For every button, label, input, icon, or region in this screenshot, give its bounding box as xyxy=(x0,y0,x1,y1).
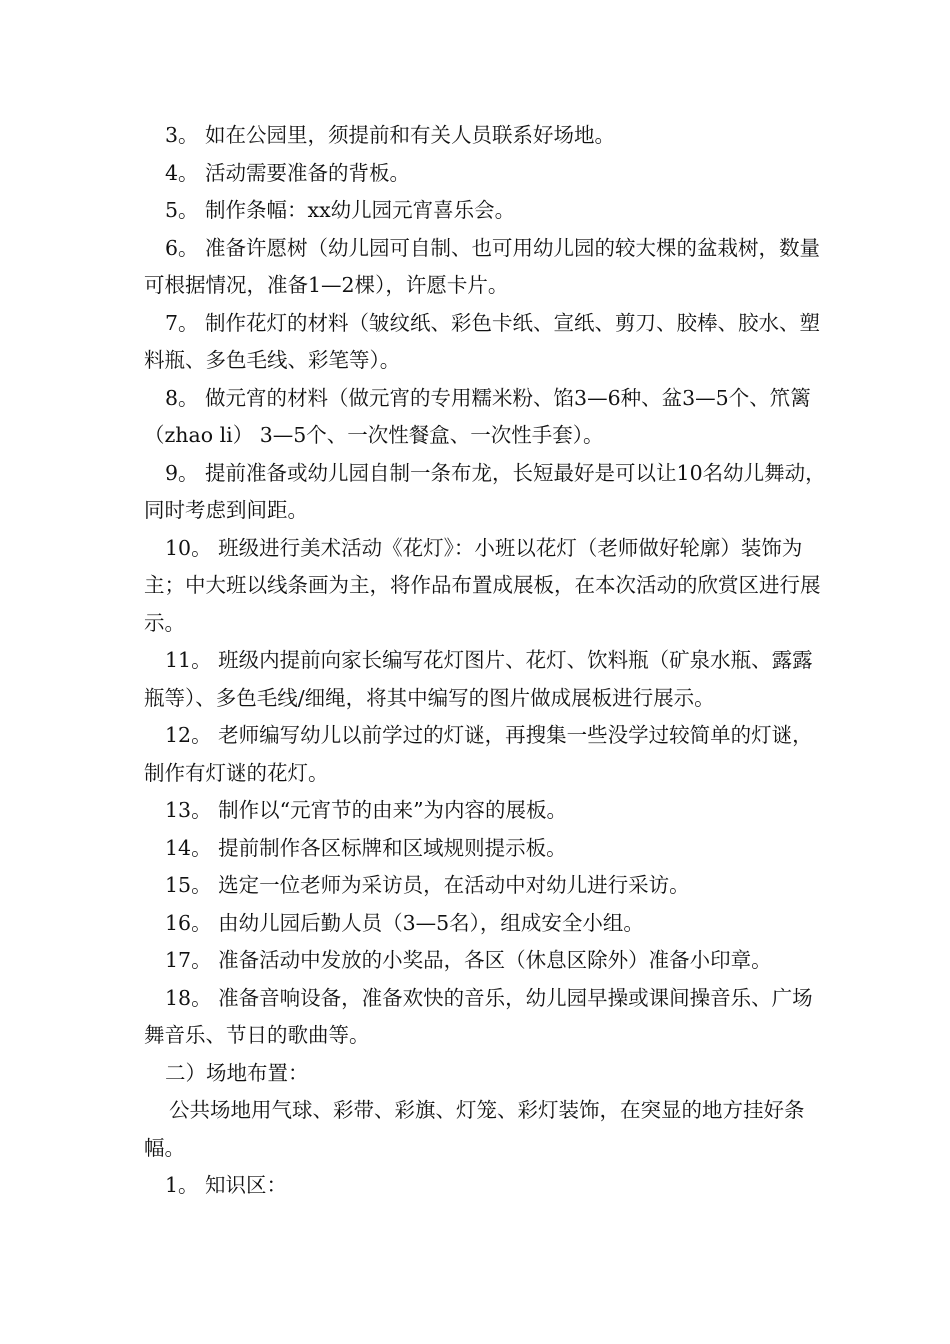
list-item: 11。 班级内提前向家长编写花灯图片、花灯、饮料瓶（矿泉水瓶、露露瓶等）、多色毛线/细绳，将其中编写的图片做成展板进行展示。 xyxy=(144,648,813,710)
list-item: 14。 提前制作各区标牌和区域规则提示板。 xyxy=(165,835,567,860)
list-item: 1。 知识区： xyxy=(165,1173,288,1197)
list-item: 6。 准备许愿树（幼儿园可自制、也可用幼儿园的较大棵的盆栽树，数量可根据情况，准备1—2棵），许愿卡片。 xyxy=(144,235,821,297)
list-item: 9。 提前准备或幼儿园自制一条布龙，长短最好是可以让10名幼儿舞动，同时考虑到间距。 xyxy=(144,460,826,522)
list-item: 12。 老师编写幼儿以前学过的灯谜，再搜集一些没学过较简单的灯谜，制作有灯谜的花灯。 xyxy=(144,723,813,785)
list-item: 15。 选定一位老师为采访员，在活动中对幼儿进行采访。 xyxy=(165,873,690,897)
list-item: 8。 做元宵的材料（做元宵的专用糯米粉、馅3—6种、盆3—5个、笊篱（zhao li） 3—5个、一次性餐盒、一次性手套）。 xyxy=(144,385,811,447)
list-item: 5。 制作条幅：xx幼儿园元宵喜乐会。 xyxy=(165,198,516,222)
document-body xyxy=(144,117,828,1205)
list-item: 3。 如在公园里，须提前和有关人员联系好场地。 xyxy=(165,123,616,147)
list-item: 16。 由幼儿园后勤人员（3—5名），组成安全小组。 xyxy=(165,910,644,935)
list-item: 10。 班级进行美术活动《花灯》：小班以花灯（老师做好轮廓）装饰为主；中大班以线条画为主，将作品布置成展板，在本次活动的欣赏区进行展示。 xyxy=(144,535,821,635)
section-heading: 二）场地布置： xyxy=(165,1060,309,1085)
body-paragraph: 公共场地用气球、彩带、彩旗、灯笼、彩灯装饰，在突显的地方挂好条幅。 xyxy=(144,1098,805,1160)
list-item: 7。 制作花灯的材料（皱纹纸、彩色卡纸、宣纸、剪刀、胶棒、胶水、塑料瓶、多色毛线、彩笔等）。 xyxy=(144,310,821,372)
list-item: 13。 制作以“元宵节的由来”为内容的展板。 xyxy=(165,798,568,822)
list-item: 18。 准备音响设备，准备欢快的音乐，幼儿园早操或课间操音乐、广场舞音乐、节日的歌曲等。 xyxy=(144,985,813,1047)
list-item: 17。 准备活动中发放的小奖品，各区（休息区除外）准备小印章。 xyxy=(165,948,772,972)
list-item: 4。 活动需要准备的背板。 xyxy=(165,160,411,185)
